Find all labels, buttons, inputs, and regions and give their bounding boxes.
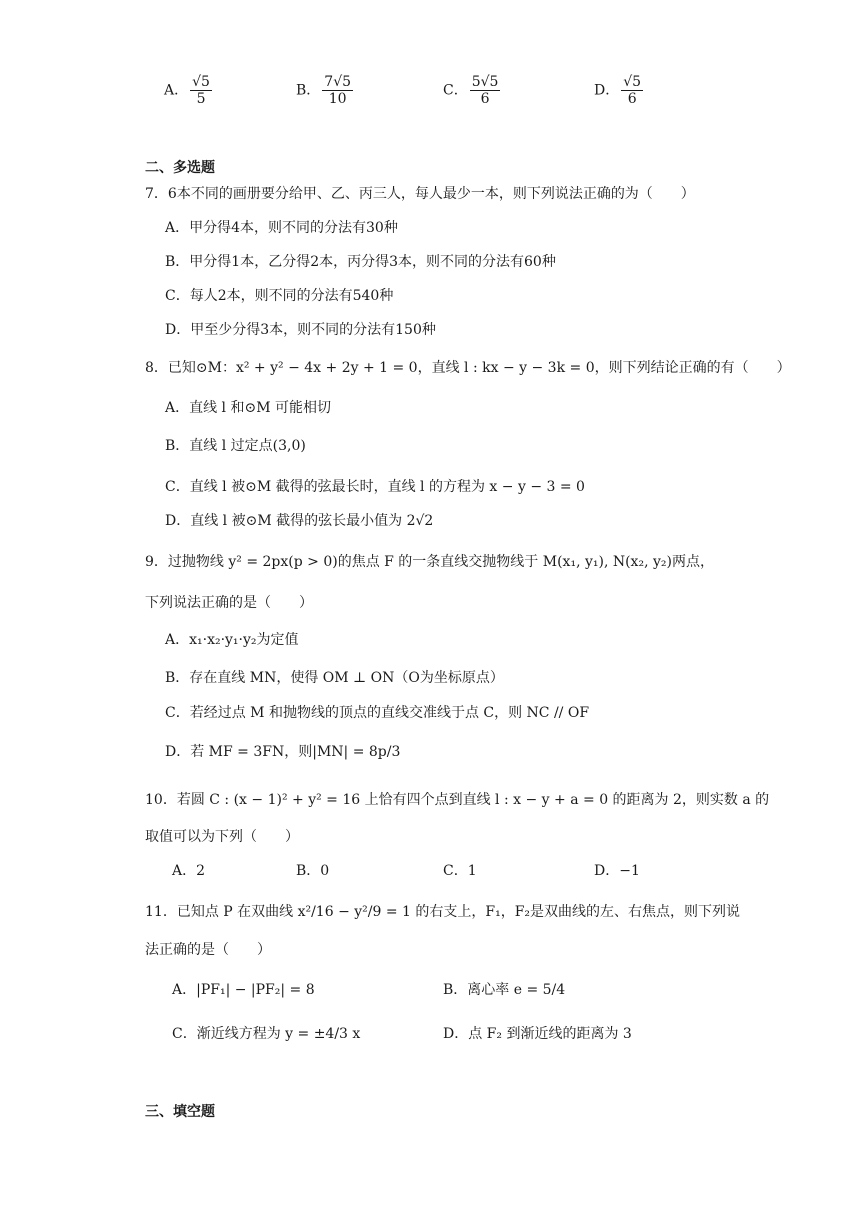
q9-option-b: B．存在直线 MN，使得 OM ⊥ ON（O为坐标原点） xyxy=(165,670,504,686)
option-label: B． xyxy=(296,82,321,99)
denominator: 6 xyxy=(480,91,490,107)
q7-option-a: A．甲分得4本，则不同的分法有30种 xyxy=(165,220,398,236)
q11-stem-line2: 法正确的是（ ） xyxy=(145,942,271,958)
q11-option-d: D．点 F₂ 到渐近线的距离为 3 xyxy=(443,1026,632,1042)
numerator: 5√5 xyxy=(471,74,499,90)
q6-option-d xyxy=(594,74,645,107)
q10-stem-line1: 10．若圆 C : (x − 1)² + y² = 16 上恰有四个点到直线 l : x − y + a = 0 的距离为 2，则实数 a 的 xyxy=(145,792,770,808)
q7-stem: 7．6本不同的画册要分给甲、乙、丙三人，每人最少一本，则下列说法正确的为（ ） xyxy=(145,186,695,202)
q9-stem-line2: 下列说法正确的是（ ） xyxy=(145,595,313,611)
fraction xyxy=(322,74,353,107)
denominator: 5 xyxy=(196,91,206,107)
q6-option-b xyxy=(296,74,355,107)
q10-option-a: A．2 xyxy=(172,863,206,879)
q9-stem-line1: 9．过抛物线 y² = 2px(p > 0)的焦点 F 的一条直线交抛物线于 M(x₁, y₁), N(x₂, y₂)两点， xyxy=(145,554,714,570)
q8-option-c: C．直线 l 被⊙M 截得的弦最长时，直线 l 的方程为 x − y − 3 = 0 xyxy=(165,479,585,495)
q9-option-d: D．若 MF = 3FN，则|MN| = 8p/3 xyxy=(165,744,401,760)
q8-option-a: A．直线 l 和⊙M 可能相切 xyxy=(165,400,332,416)
fraction xyxy=(190,74,212,107)
q10-option-b: B．0 xyxy=(296,863,330,879)
numerator: √5 xyxy=(623,74,642,90)
fraction xyxy=(621,74,643,107)
q8-option-d: D．直线 l 被⊙M 截得的弦长最小值为 2√2 xyxy=(165,513,434,529)
q9-option-a: A．x₁·x₂·y₁·y₂为定值 xyxy=(165,632,299,648)
q7-option-c: C．每人2本，则不同的分法有540种 xyxy=(165,288,394,304)
option-label: C． xyxy=(443,82,468,99)
q7-option-b: B．甲分得1本，乙分得2本，丙分得3本，则不同的分法有60种 xyxy=(165,254,556,270)
denominator: 10 xyxy=(328,91,347,107)
numerator: √5 xyxy=(192,74,210,90)
q6-option-a xyxy=(164,74,214,107)
q10-stem-line2: 取值可以为下列（ ） xyxy=(145,829,299,845)
q11-option-b: B．离心率 e = 5/4 xyxy=(443,982,566,998)
q11-option-a: A．|PF₁| − |PF₂| = 8 xyxy=(172,982,315,998)
section-heading-fill-in: 三、填空题 xyxy=(145,1104,215,1120)
q8-stem: 8．已知⊙M：x² + y² − 4x + 2y + 1 = 0，直线 l : kx − y − 3k = 0，则下列结论正确的有（ ） xyxy=(145,360,791,376)
q11-stem-line1: 11．已知点 P 在双曲线 x²/16 − y²/9 = 1 的右支上，F₁，F₂是双曲线的左、右焦点，则下列说 xyxy=(145,904,741,920)
q10-option-d: D．−1 xyxy=(594,863,640,879)
fraction xyxy=(470,74,501,107)
q8-option-b: B．直线 l 过定点(3,0) xyxy=(165,438,306,454)
q10-option-c: C．1 xyxy=(443,863,477,879)
denominator: 6 xyxy=(627,91,637,107)
option-label: A． xyxy=(164,82,189,99)
option-label: D． xyxy=(594,82,620,99)
section-heading-multi-choice: 二、多选题 xyxy=(145,160,215,176)
q6-option-c xyxy=(443,74,502,107)
q7-option-d: D．甲至少分得3本，则不同的分法有150种 xyxy=(165,322,436,338)
numerator: 7√5 xyxy=(324,74,352,90)
q9-option-c: C．若经过点 M 和抛物线的顶点的直线交准线于点 C，则 NC // OF xyxy=(165,705,590,721)
q11-option-c: C．渐近线方程为 y = ±4/3 x xyxy=(172,1026,361,1042)
